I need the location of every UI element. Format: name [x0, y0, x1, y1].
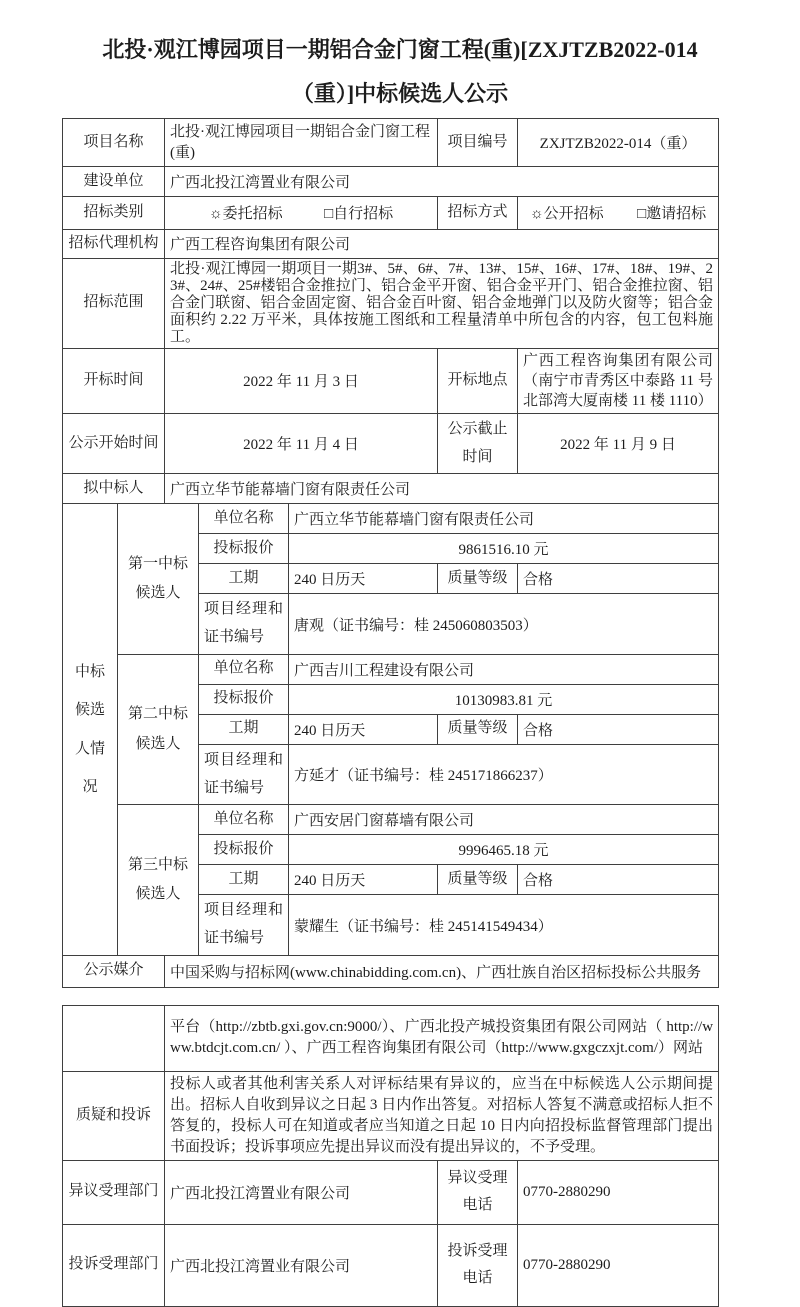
candidate-1-price-label: 投标报价 [199, 534, 289, 564]
complaint-phone-value: 0770-2880290 [518, 1224, 719, 1306]
page-title-line2: （重）]中标候选人公示 [291, 81, 509, 106]
bid-opening-place-label: 开标地点 [438, 348, 518, 413]
candidate-3-rank-label: 第三中标候选人 [118, 805, 199, 956]
candidate-1-duration-value: 240 日历天 [289, 564, 438, 594]
bid-opening-time-value: 2022 年 11 月 3 日 [165, 348, 438, 413]
candidate-2-quality-value: 合格 [518, 714, 719, 744]
objection-dept-value: 广西北投江湾置业有限公司 [165, 1160, 438, 1224]
bid-category-label: 招标类别 [63, 197, 165, 230]
project-number-label: 项目编号 [438, 119, 518, 167]
candidate-3-quality-label: 质量等级 [438, 865, 518, 895]
bid-category-option-delegated: ☼委托招标 [208, 206, 283, 223]
candidate-3-manager-label: 项目经理和证书编号 [199, 895, 289, 956]
proposed-winner-label: 拟中标人 [63, 474, 165, 504]
proposed-winner-value: 广西立华节能幕墙门窗有限责任公司 [165, 474, 719, 504]
project-number-value: ZXJTZB2022-014（重） [518, 119, 719, 167]
media-table [62, 955, 719, 988]
candidate-3-company-label: 单位名称 [199, 805, 289, 835]
candidate-1-company-value: 广西立华节能幕墙门窗有限责任公司 [289, 504, 719, 534]
publicity-start-value: 2022 年 11 月 4 日 [165, 413, 438, 474]
bid-opening-time-label: 开标时间 [63, 348, 165, 413]
owner-label: 建设单位 [63, 167, 165, 197]
bid-method-label: 招标方式 [438, 197, 518, 230]
candidate-2-duration-value: 240 日历天 [289, 714, 438, 744]
candidate-3-quality-value: 合格 [518, 865, 719, 895]
objection-phone-value: 0770-2880290 [518, 1160, 719, 1224]
candidate-1-quality-label: 质量等级 [438, 564, 518, 594]
bid-category-option-self: □自行招标 [324, 206, 394, 223]
candidate-1-manager-value: 唐观（证书编号：桂 245060803503） [289, 594, 719, 655]
objection-phone-label: 异议受理电话 [438, 1160, 518, 1224]
bid-method-option-invited: □邀请招标 [637, 206, 707, 223]
objection-text: 投标人或者其他利害关系人对评标结果有异议的，应当在中标候选人公示期间提出。招标人自收到异议之日起 3 日内作出答复。对招标人答复不满意或招标人拒不答复的，投标人可在知道或者应当知道之日起 10 日内向招投标监督管理部门提出书面投诉；投诉事项应先提出异议而没有提出异议的，不予受理。 [165, 1071, 719, 1160]
objection-section-label: 质疑和投诉 [63, 1071, 165, 1160]
candidates-table [62, 503, 719, 956]
publicity-start-label: 公示开始时间 [63, 413, 165, 474]
candidate-2-price-label: 投标报价 [199, 684, 289, 714]
candidate-2-duration-label: 工期 [199, 714, 289, 744]
candidate-2-rank-label: 第二中标候选人 [118, 654, 199, 805]
candidate-1-company-label: 单位名称 [199, 504, 289, 534]
objection-dept-label: 异议受理部门 [63, 1160, 165, 1224]
publicity-end-value: 2022 年 11 月 9 日 [518, 413, 719, 474]
bid-method-option-open: ☼公开招标 [529, 206, 604, 223]
candidate-1-price-value: 9861516.10 元 [289, 534, 719, 564]
agency-label: 招标代理机构 [63, 229, 165, 258]
candidate-1-rank-label: 第一中标候选人 [118, 504, 199, 655]
page-title [40, 28, 760, 116]
candidate-3-price-value: 9996465.18 元 [289, 835, 719, 865]
media-label: 公示媒介 [63, 955, 165, 987]
candidate-2-manager-value: 方延才（证书编号：桂 245171866237） [289, 744, 719, 805]
scope-label: 招标范围 [63, 258, 165, 348]
candidate-3-price-label: 投标报价 [199, 835, 289, 865]
project-info-table [62, 118, 719, 504]
bid-method-options [518, 197, 719, 230]
bid-category-options [165, 197, 438, 230]
media-value: 中国采购与招标网(www.chinabidding.com.cn)、广西壮族自治区招标投标公共服务 [165, 955, 719, 987]
candidate-2-quality-label: 质量等级 [438, 714, 518, 744]
candidate-2-price-value: 10130983.81 元 [289, 684, 719, 714]
complaints-table [62, 1005, 719, 1307]
owner-value: 广西北投江湾置业有限公司 [165, 167, 719, 197]
scope-value: 北投·观江博园一期项目一期3#、5#、6#、7#、13#、15#、16#、17#、18#、19#、23#、24#、25#楼铝合金推拉门、铝合金平开窗、铝合金平开门、铝合金推拉窗、铝合金门联窗、铝合金固定窗、铝合金百叶窗、铝合金地弹门以及防火窗等；铝合金面积约 2.22 万平米，具体按施工图纸和工程量清单中所包含的内容，包工包料施工。 [165, 258, 719, 348]
candidate-1-duration-label: 工期 [199, 564, 289, 594]
candidate-1-manager-label: 项目经理和证书编号 [199, 594, 289, 655]
candidates-group-label: 中标候选人情况 [63, 504, 118, 956]
bid-opening-place-value: 广西工程咨询集团有限公司（南宁市青秀区中泰路 11 号北部湾大厦南楼 11 楼 1110） [518, 348, 719, 413]
candidate-3-company-value: 广西安居门窗幕墙有限公司 [289, 805, 719, 835]
complaint-dept-value: 广西北投江湾置业有限公司 [165, 1224, 438, 1306]
publicity-end-label: 公示截止时间 [438, 413, 518, 474]
media-continued-value: 平台（http://zbtb.gxi.gov.cn:9000/）、广西北投产城投资集团有限公司网站（ http://www.btdcjt.com.cn/ ）、广西工程咨询集团有限公司（http://www.gxgczxjt.com/）网站 [165, 1005, 719, 1071]
project-name-label: 项目名称 [63, 119, 165, 167]
candidate-1-quality-value: 合格 [518, 564, 719, 594]
agency-value: 广西工程咨询集团有限公司 [165, 229, 719, 258]
page-title-line1: 北投·观江博园项目一期铝合金门窗工程(重)[ZXJTZB2022-014 [102, 37, 698, 62]
candidate-3-manager-value: 蒙耀生（证书编号：桂 245141549434） [289, 895, 719, 956]
media-continued-empty-label [63, 1005, 165, 1071]
complaint-dept-label: 投诉受理部门 [63, 1224, 165, 1306]
candidate-2-company-label: 单位名称 [199, 654, 289, 684]
project-name-value: 北投·观江博园项目一期铝合金门窗工程(重) [165, 119, 438, 167]
candidate-3-duration-label: 工期 [199, 865, 289, 895]
candidate-2-company-value: 广西吉川工程建设有限公司 [289, 654, 719, 684]
candidate-2-manager-label: 项目经理和证书编号 [199, 744, 289, 805]
page-break-gap [0, 988, 800, 1005]
complaint-phone-label: 投诉受理电话 [438, 1224, 518, 1306]
candidate-3-duration-value: 240 日历天 [289, 865, 438, 895]
